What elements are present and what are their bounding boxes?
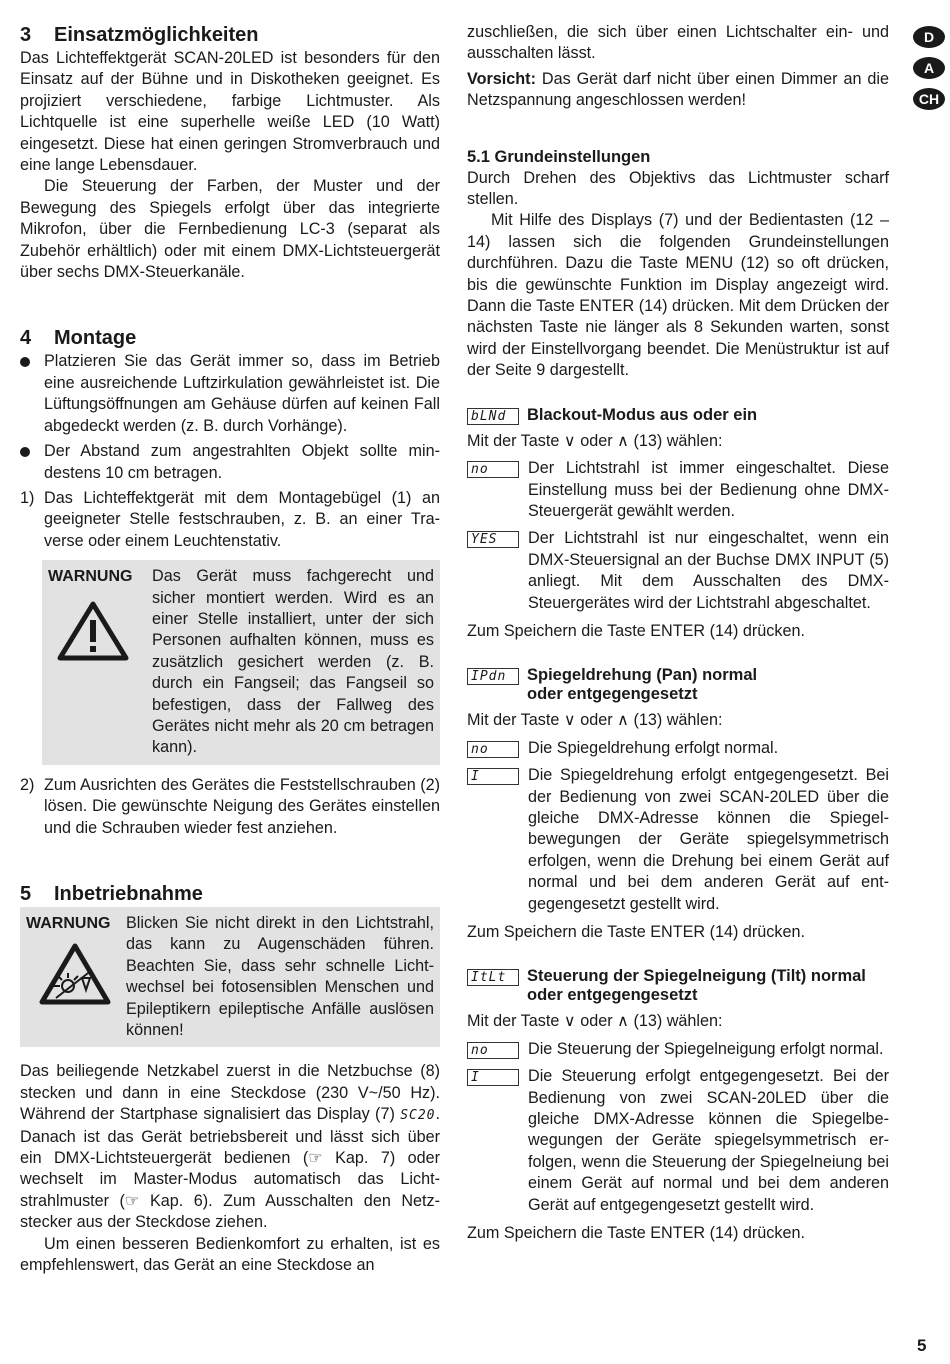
save-instruction: Zum Speichern die Taste ENTER (14) drücken. bbox=[467, 923, 805, 941]
option-item: I Die Steuerung erfolgt entgegengesetzt. Bei der Bedienung von zwei SCAN-20LED über die gleiche DMX-Adresse können die Spiegelbewegungen der Geräte spiegelsymmetrisch erfolgen, wenn die Steuerung der Spiegelneiung bei einem Gerät auf normal und bei dem anderen Gerät auf entgegengesetzt gestellt wird. bbox=[467, 1066, 889, 1216]
sec51-paragraph-2: Mit Hilfe des Displays (7) und der Bedientasten (12 – 14) lassen sich die folgenden Grundeinstellungen durchführen. Dazu die Taste MENU (12) so oft drücken, bis die gewünschte Funktion im Display angezeigt wird. Dann die Taste ENTER (14) drücken. Mit dem Drücken der nächsten Taste nie länger als 8 Sekunden warten, sonst wird der Einstellvorgang beendet. Die Menüstruktur ist auf der Seite 9 dargestellt. bbox=[467, 211, 889, 380]
section-3-heading: 3 Einsatzmöglichkeiten bbox=[20, 24, 259, 46]
warning-label: WARNUNG bbox=[26, 915, 111, 932]
option-item: YES Der Lichtstrahl ist nur eingeschaltet, wenn ein DMX-Steuersignal an der Buchse DMX INPUT (5) anliegt. Mit dem Ausschalten des DMX-Steuergerätes wird der Lichtstrahl abgeschaltet. bbox=[467, 528, 889, 614]
section-5-heading: 5 Inbetriebnahme bbox=[20, 883, 203, 905]
setting-tilt-heading: ItLt Steuerung der Spiegelneigung (Tilt) normal oder entgegengesetzt bbox=[467, 967, 889, 1005]
option-item: no Die Spiegeldrehung erfolgt normal. bbox=[467, 738, 889, 759]
display-code: bLNd bbox=[467, 408, 519, 425]
option-item: I Die Spiegeldrehung erfolgt entgegengesetzt. Bei der Bedienung von zwei SCAN-20LED über die gleiche DMX-Adresse können die Spiegelbewegungen der Geräte spiegelsymmetrisch erfolgen, wenn die Drehung bei einem Gerät auf normal und bei dem anderen Gerät auf entgegengesetzt gestellt wird. bbox=[467, 765, 889, 915]
display-code: I bbox=[467, 768, 519, 785]
warning-text: Blicken Sie nicht direkt in den Lichtstrahl, das kann zu Augenschäden führen. Beachten Sie, dass sehr schnelle Lichtwechsel bei fotosensiblen Menschen und Epileptikern epileptische Anfälle auslösen können! bbox=[126, 914, 434, 1040]
display-code: YES bbox=[467, 531, 519, 548]
sec51-paragraph-1: Durch Drehen des Objektivs das Lichtmuster scharf stellen. bbox=[467, 168, 889, 209]
sec3-paragraph-1: Das Lichteffektgerät SCAN-20LED ist besonders für den Einsatz auf der Bühne und in Diskotheken geeignet. Es projiziert verschiedene, farbige Lichtmuster. Als Lichtquelle ist eine superhelle weiße LED (10 Watt) eingesetzt. Diese hat einen geringen Stromverbrauch und eine lange Lebensdauer. bbox=[20, 49, 440, 175]
section-4-heading: 4 Montage bbox=[20, 327, 137, 350]
display-code: no bbox=[467, 741, 519, 758]
language-badge-a: A bbox=[913, 57, 945, 79]
sec5-paragraph-2: Um einen besseren Bedienkomfort zu erhalten, ist es empfehlenswert, das Gerät an eine Steckdose an bbox=[20, 1234, 440, 1275]
display-code: no bbox=[467, 1042, 519, 1059]
display-code: no bbox=[467, 461, 519, 478]
left-column bbox=[20, 22, 440, 1277]
setting-pan-heading: IPdn Spiegeldrehung (Pan) normal oder entgegengesetzt bbox=[467, 666, 889, 704]
warning-text: Das Gerät muss fachgerecht und sicher montiert werden. Wird es an einer Stelle installiert, unter der sich Personen aufhalten können, muss es zusätzlich gesichert werden (z. B. durch ein Fangseil; das Fangseil so befestigen, dass der Fallweg des Gerätes nicht mehr als 20 cm betragen kann). bbox=[152, 567, 434, 757]
bullet-icon bbox=[20, 447, 30, 457]
warning-triangle-icon bbox=[56, 600, 130, 662]
option-item: no Die Steuerung der Spiegelneigung erfolgt normal. bbox=[467, 1039, 889, 1060]
language-badge-ch: CH bbox=[913, 88, 945, 110]
select-instruction: Mit der Taste ∨ oder ∧ (13) wählen: bbox=[467, 711, 723, 730]
sec5-paragraph-2-continued: zuschließen, die sich über einen Lichtschalter ein- und ausschalten lässt. bbox=[467, 23, 889, 63]
mounting-warning-box bbox=[42, 560, 440, 765]
caution-note: Vorsicht: Das Gerät darf nicht über einen Dimmer an die Netzspannung angeschlossen werden! bbox=[467, 69, 889, 110]
light-warning-box bbox=[20, 907, 440, 1047]
setting-blackout-heading: bLNd Blackout-Modus aus oder ein bbox=[467, 406, 889, 425]
language-badge-d: D bbox=[913, 26, 945, 48]
display-code: IPdn bbox=[467, 668, 519, 685]
right-column bbox=[467, 22, 889, 1244]
display-code: ItLt bbox=[467, 969, 519, 986]
bullet-item: Der Abstand zum angestrahlten Objekt sollte mindestens 10 cm betragen. bbox=[20, 441, 440, 484]
bullet-icon bbox=[20, 357, 30, 367]
bullet-item: Platzieren Sie das Gerät immer so, dass im Betrieb eine ausreichende Luftzirkulation gewährleistet ist. Die Lüftungsöffnungen am Gehäuse dürfen auf keinen Fall abgedeckt werden (z. B. durch Vorhänge). bbox=[20, 351, 440, 437]
save-instruction: Zum Speichern die Taste ENTER (14) drücken. bbox=[467, 1224, 805, 1243]
option-item: no Der Lichtstrahl ist immer eingeschaltet. Diese Einstellung muss bei der Bedienung ohne DMX-Steuergerät gewählt werden. bbox=[467, 458, 889, 522]
save-instruction: Zum Speichern die Taste ENTER (14) drücken. bbox=[467, 621, 805, 640]
numbered-item-2: 2) Zum Ausrichten des Gerätes die Feststellschrauben (2) lösen. Die gewünschte Neigung des Gerätes einstellen und die Schrauben wieder fest anziehen. bbox=[20, 775, 440, 837]
numbered-item-1: 1) Das Lichteffektgerät mit dem Montagebügel (1) an geeigneter Stelle festschrauben, z. B. an einer Traverse oder einem Leuchtenstativ. bbox=[20, 488, 440, 550]
section-5-1-heading: 5.1 Grundeinstellungen bbox=[467, 147, 651, 166]
select-instruction: Mit der Taste ∨ oder ∧ (13) wählen: bbox=[467, 1012, 723, 1031]
display-code: I bbox=[467, 1069, 519, 1086]
warning-label: WARNUNG bbox=[48, 568, 133, 586]
page-number: 5 bbox=[917, 1336, 927, 1355]
eye-warning-icon bbox=[38, 942, 112, 1006]
select-instruction: Mit der Taste ∨ oder ∧ (13) wählen: bbox=[467, 431, 723, 450]
startup-display-code: SC20 bbox=[400, 1108, 436, 1124]
language-badges bbox=[913, 26, 945, 119]
sec5-paragraph-1: Das beiliegende Netzkabel zuerst in die Netzbuchse (8) stecken und dann in eine Steckdose (230 V~/50 Hz). Während der Startphase signalisiert das Display (7) SC20. Danach ist das Gerät betriebsbereit und lässt sich über ein DMX-Lichtsteuergerät bedienen (☞ Kap. 7) oder wechselt im Master-Modus automatisch das Lichtstrahlmuster (☞ Kap. 6). Zum Ausschalten den Netzstecker aus der Steckdose ziehen. bbox=[20, 1062, 440, 1232]
sec3-paragraph-2: Die Steuerung der Farben, der Muster und der Bewegung des Spiegels erfolgt über das integrierte Mikrofon, über die Fernbedienung LC-3 (separat als Zubehör erhältlich) oder mit einem DMX-Lichtsteuergerät über sechs DMX-Steuerkanäle. bbox=[20, 177, 440, 282]
